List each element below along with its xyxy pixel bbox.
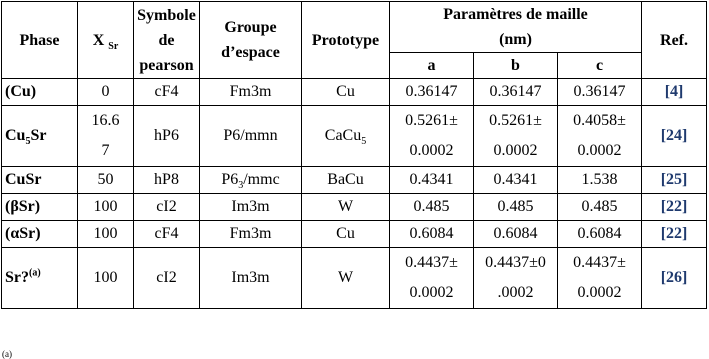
cell-space-group: Fm3m [200, 79, 302, 106]
header-row [2, 2, 707, 53]
cell-prototype: W [302, 194, 390, 221]
cell-ref: [25] [642, 167, 707, 194]
table-row [2, 248, 707, 309]
cell-phase: CuSr [2, 167, 78, 194]
cell-prototype: Cu [302, 221, 390, 248]
cell-pearson: cF4 [134, 79, 200, 106]
cell-space-group: Im3m [200, 194, 302, 221]
table-row [2, 221, 707, 248]
header-groupe-espace: Groupe d’espace [200, 2, 302, 79]
cell-pearson: cF4 [134, 221, 200, 248]
cell-x-sr: 16.6 7 [78, 106, 134, 167]
cell-c: 0.485 [558, 194, 642, 221]
cell-a: 0.4341 [390, 167, 474, 194]
cell-x-sr: 0 [78, 79, 134, 106]
cell-b: 0.36147 [474, 79, 558, 106]
cell-c: 0.4058± 0.0002 [558, 106, 642, 167]
cell-phase: Sr?$^{(a)}$ [2, 248, 78, 309]
cell-prototype: Cu [302, 79, 390, 106]
cell-x-sr: 100 [78, 194, 134, 221]
cell-b: 0.4437±0 .0002 [474, 248, 558, 309]
cell-phase: (αSr) [2, 221, 78, 248]
header-phase: Phase [2, 2, 78, 79]
cell-space-group: Fm3m [200, 221, 302, 248]
lattice-parameters-table [1, 1, 707, 309]
cell-a: 0.4437± 0.0002 [390, 248, 474, 309]
cell-c: 0.36147 [558, 79, 642, 106]
cell-pearson: cI2 [134, 194, 200, 221]
cell-prototype: BaCu [302, 167, 390, 194]
cell-a: 0.36147 [390, 79, 474, 106]
cell-c: 0.6084 [558, 221, 642, 248]
cell-x-sr: 100 [78, 248, 134, 309]
table-row [2, 194, 707, 221]
header-a: a [390, 53, 474, 79]
header-b: b [474, 53, 558, 79]
table-row [2, 79, 707, 106]
cell-b: 0.4341 [474, 167, 558, 194]
cell-pearson: cI2 [134, 248, 200, 309]
header-ref: Ref. [642, 2, 707, 79]
cell-phase: (βSr) [2, 194, 78, 221]
cell-ref: [4] [642, 79, 707, 106]
cell-c: 1.538 [558, 167, 642, 194]
cell-a: 0.5261± 0.0002 [390, 106, 474, 167]
table-row [2, 106, 707, 167]
cell-pearson: hP6 [134, 106, 200, 167]
header-prototype: Prototype [302, 2, 390, 79]
cell-b: 0.6084 [474, 221, 558, 248]
cell-ref: [26] [642, 248, 707, 309]
cell-phase: $Cu_5Sr$ [2, 106, 78, 167]
cell-a: 0.6084 [390, 221, 474, 248]
cell-x-sr: 50 [78, 167, 134, 194]
cell-space-group: $P6_3$/mmc [200, 167, 302, 194]
cell-space-group: P6/mmn [200, 106, 302, 167]
header-x-sr: X $_{Sr}$ [78, 2, 134, 79]
cell-pearson: hP8 [134, 167, 200, 194]
table-row [2, 167, 707, 194]
cell-prototype: CaCu$_5$ [302, 106, 390, 167]
header-c: c [558, 53, 642, 79]
cell-prototype: W [302, 248, 390, 309]
header-parametres-maille: Paramètres de maille (nm) [390, 2, 642, 53]
cell-phase: (Cu) [2, 79, 78, 106]
footnote-marker: (a) [2, 349, 12, 359]
cell-ref: [22] [642, 221, 707, 248]
cell-ref: [24] [642, 106, 707, 167]
cell-space-group: Im3m [200, 248, 302, 309]
cell-b: 0.485 [474, 194, 558, 221]
cell-ref: [22] [642, 194, 707, 221]
cell-c: 0.4437± 0.0002 [558, 248, 642, 309]
header-symbole-pearson: Symbole de pearson [134, 2, 200, 79]
cell-b: 0.5261± 0.0002 [474, 106, 558, 167]
cell-x-sr: 100 [78, 221, 134, 248]
cell-a: 0.485 [390, 194, 474, 221]
